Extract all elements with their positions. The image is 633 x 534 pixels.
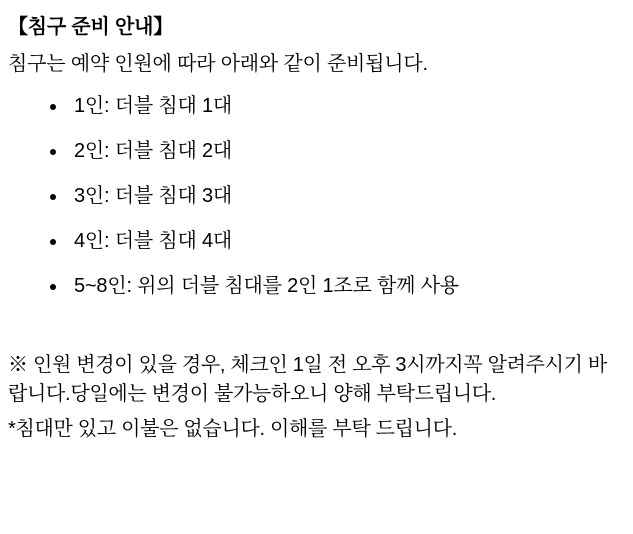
list-item-label: 4인: 더블 침대 4대: [74, 230, 232, 252]
list-item-label: 3인: 더블 침대 3대: [74, 185, 232, 207]
change-policy-note: ※ 인원 변경이 있을 경우, 체크인 1일 전 오후 3시까지꼭 알려주시기 바랍니다.당일에는 변경이 불가능하오니 양해 부탁드립니다.: [8, 354, 607, 405]
list-item-label: 5~8인: 위의 더블 침대를 2인 1조로 함께 사용: [74, 275, 459, 297]
list-item-label: 1인: 더블 침대 1대: [74, 95, 232, 117]
bullet-icon: [50, 239, 56, 245]
list-item: [8, 84, 623, 129]
list-item: [8, 219, 623, 264]
list-item: [8, 174, 623, 219]
bedding-note: *침대만 있고 이불은 없습니다. 이해를 부탁 드립니다.: [8, 418, 457, 440]
section-spacer: [8, 309, 623, 351]
page-title: 【침구 준비 안내】: [8, 16, 174, 38]
intro-paragraph: 침구는 예약 인원에 따라 아래와 같이 준비됩니다.: [8, 53, 428, 75]
bed-configuration-list: [8, 84, 623, 309]
list-item: [8, 129, 623, 174]
bullet-icon: [50, 104, 56, 110]
list-item: [8, 264, 623, 309]
bullet-icon: [50, 284, 56, 290]
bullet-icon: [50, 194, 56, 200]
list-item-label: 2인: 더블 침대 2대: [74, 140, 232, 162]
bullet-icon: [50, 149, 56, 155]
